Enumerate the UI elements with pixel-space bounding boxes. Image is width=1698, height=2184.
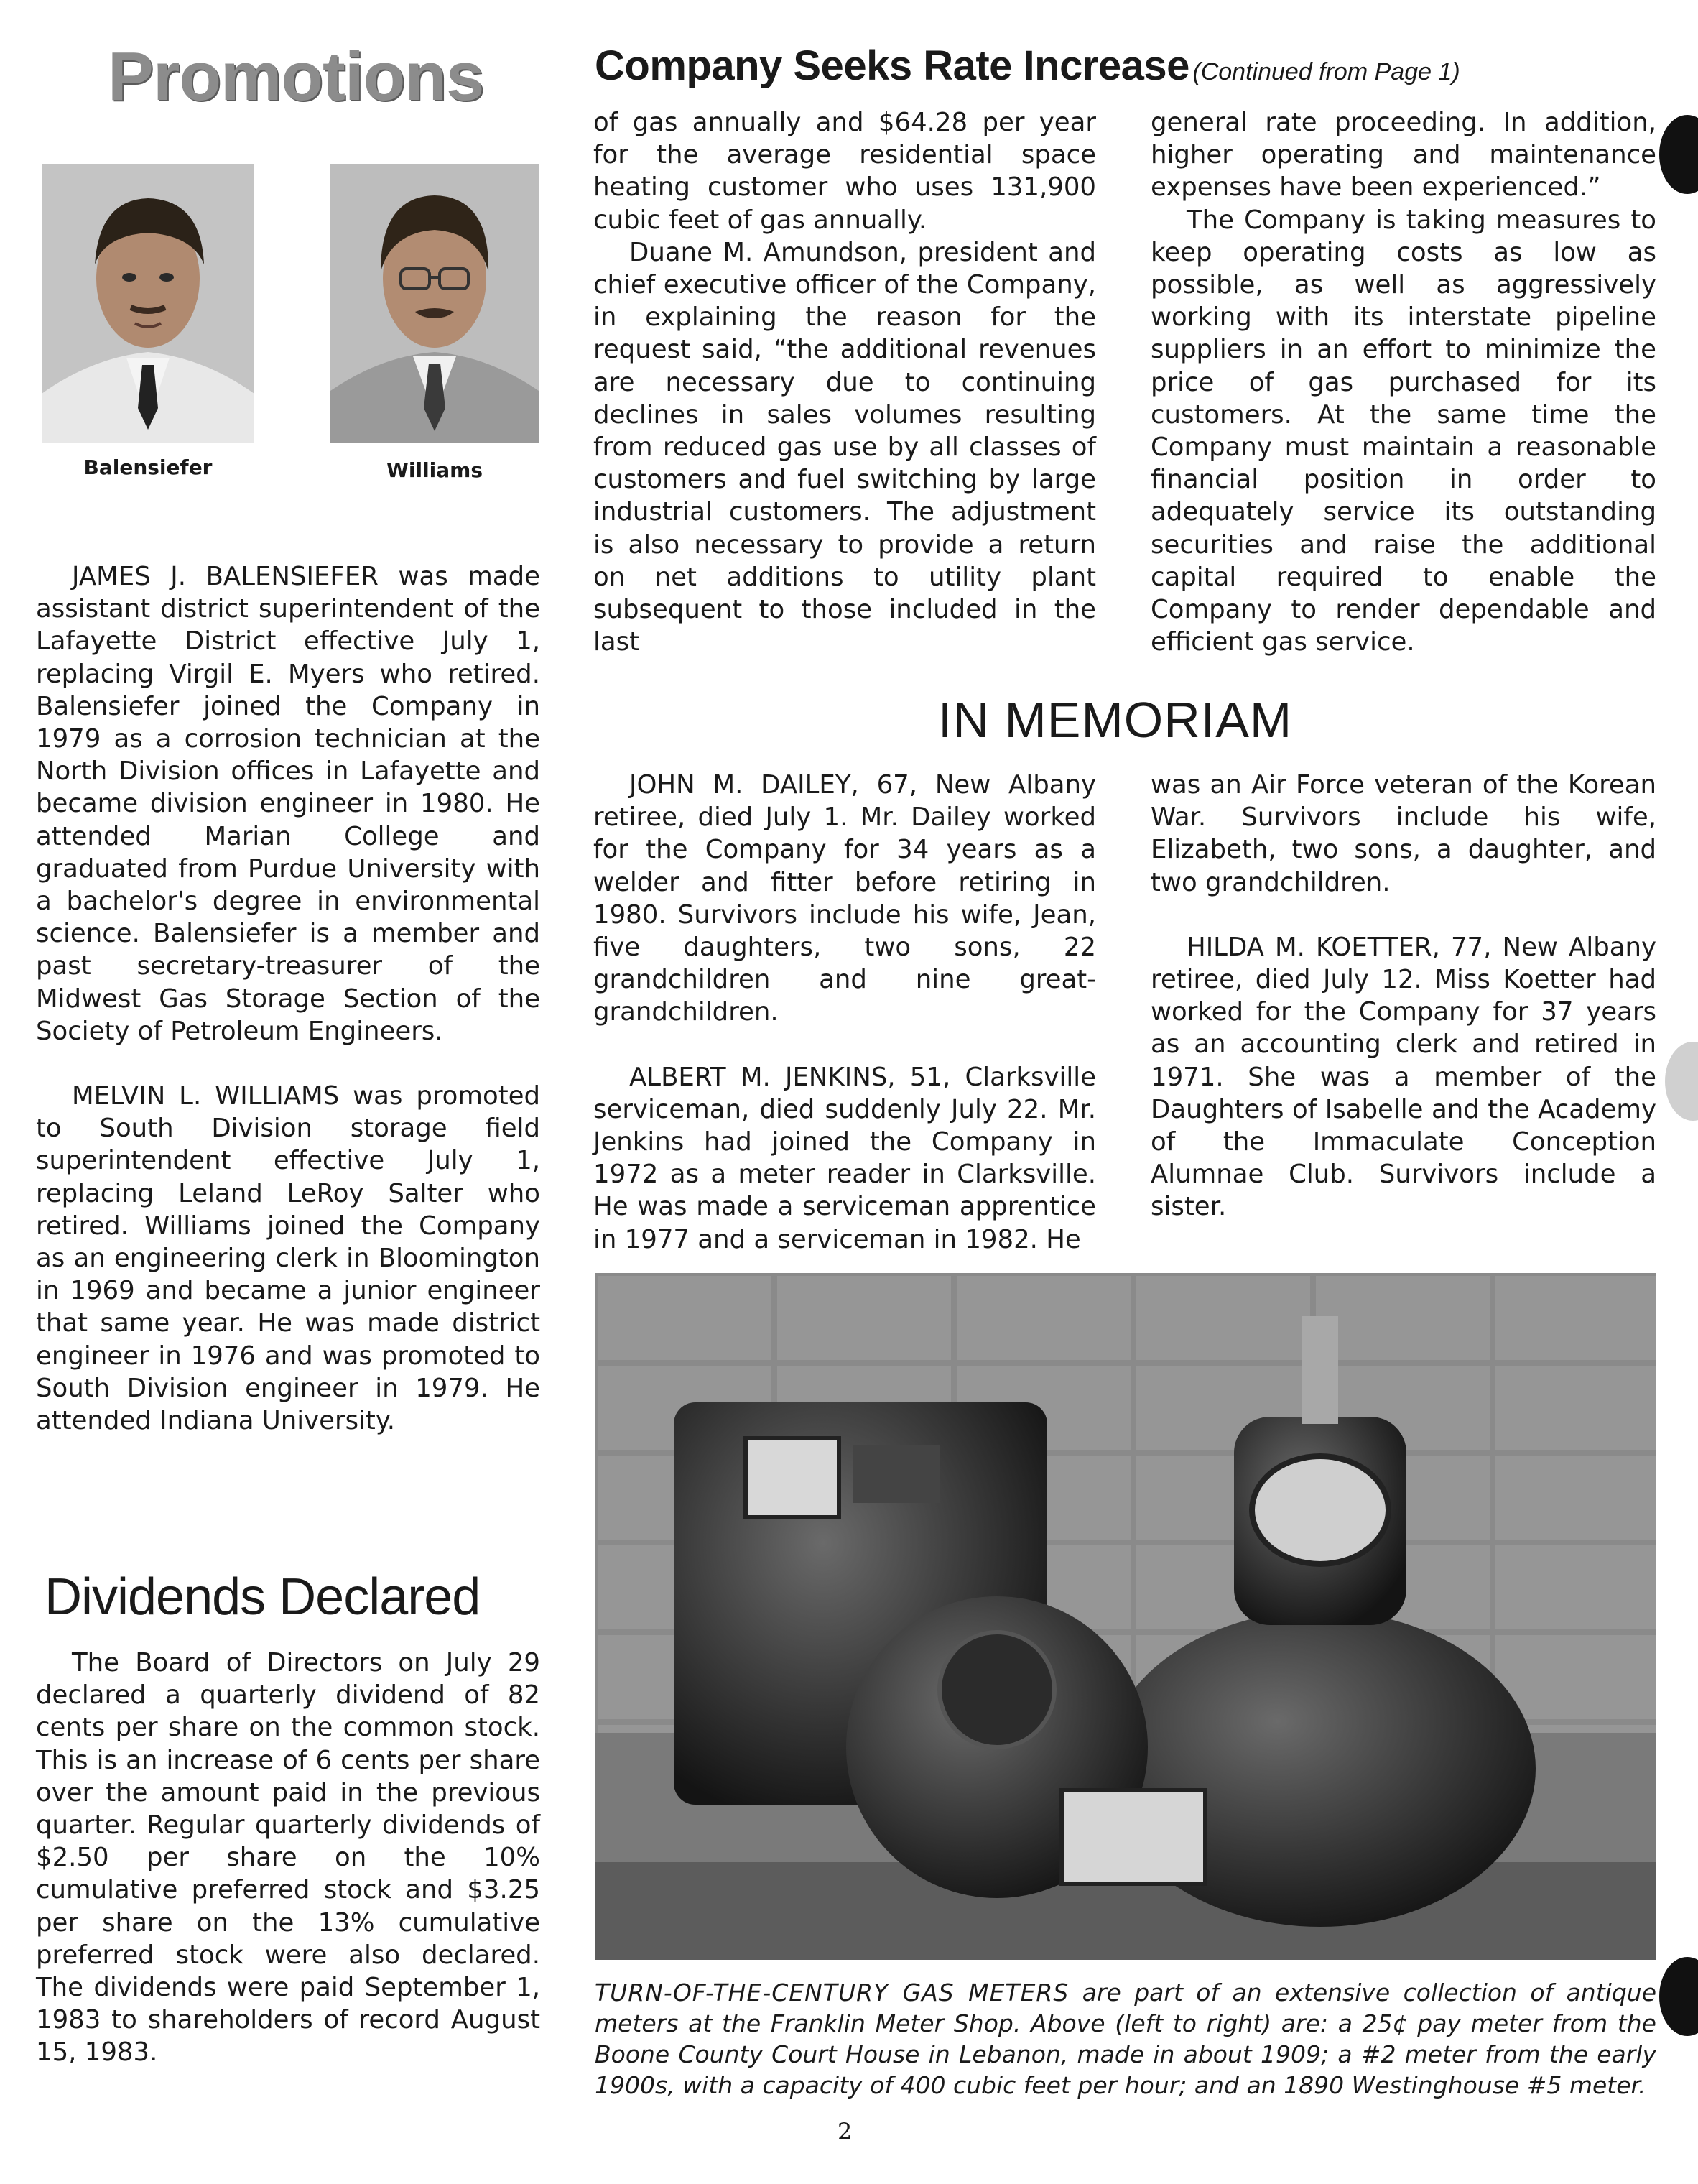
dividends-paragraph: The Board of Directors on July 29 declared a quarterly dividend of 82 cents per share on the common stock. This is an increase of 6 cents per share over the amount paid in the previous quarter. Regular quarterly dividends of $2.50 per share on the 10% cumulative preferred stock and $3.25 per share on the 13% cumulative preferred stock were also declared. The dividends were paid September 1, 1983 to shareholders of record August 15, 1983.	[36, 1648, 540, 2068]
dividends-body	[36, 1647, 540, 2069]
rate-increase-header	[595, 42, 1460, 90]
portrait-icon	[330, 164, 539, 443]
rate-paragraph: Duane M. Amundson, president and chief executive officer of the Company, in explaining the reason for the request said, “the additional revenues are necessary due to continuing declines in sales volumes resulting from reduced gas use by all classes of customers and fuel switching by large industrial customers. The adjustment is also necessary to provide a return on net additions to utility plant subsequent to those included in the last	[593, 237, 1096, 657]
balensiefer-photo	[42, 164, 254, 443]
rate-increase-title: Company Seeks Rate Increase	[595, 42, 1189, 89]
gas-meters-photo	[595, 1273, 1656, 1960]
balensiefer-caption: Balensiefer	[83, 455, 213, 479]
photo-caption-text: are part of an extensive collection of antique meters at the Franklin Meter Shop. Above (left to right) are: a 25¢ pay meter from the Boone County Court House in Lebanon, made in about 1909; a #2 meter from the early 1900s, with a capacity of 400 cubic feet per hour; and an 1890 Westinghouse #5 meter.	[595, 1979, 1656, 2099]
photo-caption-lead: TURN-OF-THE-CENTURY GAS METERS	[595, 1979, 1070, 2007]
memoriam-entry: JOHN M. DAILEY, 67, New Albany retiree, died July 1. Mr. Dailey worked for the Company for 34 years as a welder and fitter before retiring in 1980. Survivors include his wife, Jean, five daughters, two sons, 22 grandchildren and nine great-grandchildren.	[593, 770, 1096, 1027]
memoriam-entry: was an Air Force veteran of the Korean War. Survivors include his wife, Elizabeth, two sons, a daughter, and two grandchildren.	[1151, 770, 1656, 897]
memoriam-column-1	[593, 769, 1096, 1256]
photo-caption	[595, 1977, 1656, 2101]
memoriam-title: IN MEMORIAM	[938, 692, 1293, 748]
punch-hole-icon	[1659, 115, 1698, 194]
punch-hole-icon	[1659, 1957, 1698, 2036]
punch-hole-icon	[1665, 1042, 1698, 1121]
balensiefer-paragraph: JAMES J. BALENSIEFER was made assistant district superintendent of the Lafayette District effective July 1, replacing Virgil E. Myers who retired. Balensiefer joined the Company in 1979 as a corrosion technician at the North Division offices in Lafayette and became division engineer in 1980. He attended Marian College and graduated from Purdue University with a bachelor's degree in environmental science. Balensiefer is a member and past secretary-treasurer of the Midwest Gas Storage Section of the Society of Petroleum Engineers.	[36, 562, 540, 1046]
promotions-title: Promotions	[108, 38, 484, 115]
memoriam-entry: HILDA M. KOETTER, 77, New Albany retiree, died July 12. Miss Koetter had worked for the Company for 37 years as an accounting clerk and retired in 1971. She was a member of the Daughters of Isabelle and the Academy of the Immaculate Conception Alumnae Club. Survivors include a sister.	[1151, 932, 1656, 1222]
dividends-title: Dividends Declared	[45, 1568, 481, 1626]
continued-note: (Continued from Page 1)	[1192, 58, 1460, 85]
promotions-body	[36, 560, 540, 1437]
williams-caption: Williams	[386, 458, 483, 482]
williams-photo	[330, 164, 539, 443]
rate-column-2	[1151, 106, 1656, 658]
gas-meters-icon	[595, 1273, 1656, 1960]
page-number: 2	[838, 2118, 853, 2145]
memoriam-entry: ALBERT M. JENKINS, 51, Clarksville serviceman, died suddenly July 22. Mr. Jenkins had joined the Company in 1972 as a meter reader in Clarksville. He was made a serviceman apprentice in 1977 and a serviceman in 1982. He	[593, 1062, 1096, 1254]
rate-paragraph: The Company is taking measures to keep operating costs as low as possible, as well as aggressively working with its interstate pipeline suppliers in an effort to minimize the price of gas purchased for its customers. At the same time the Company must maintain a reasonable financial position in order to adequately service its outstanding securities and raise the additional capital required to enable the Company to render dependable and efficient gas service.	[1151, 205, 1656, 657]
rate-column-1	[593, 106, 1096, 658]
williams-paragraph: MELVIN L. WILLIAMS was promoted to South Division storage field superintendent effective July 1, replacing Leland LeRoy Salter who retired. Williams joined the Company as an engineering clerk in Bloomington in 1969 and became a junior engineer that same year. He was made district engineer in 1976 and was promoted to South Division engineer in 1979. He attended Indiana University.	[36, 1081, 540, 1436]
rate-paragraph: general rate proceeding. In addition, higher operating and maintenance expenses have been experienced.”	[1151, 108, 1656, 203]
memoriam-column-2	[1151, 769, 1656, 1223]
portrait-icon	[42, 164, 254, 443]
rate-paragraph: of gas annually and $64.28 per year for the average residential space heating customer who uses 131,900 cubic feet of gas annually.	[593, 108, 1096, 235]
